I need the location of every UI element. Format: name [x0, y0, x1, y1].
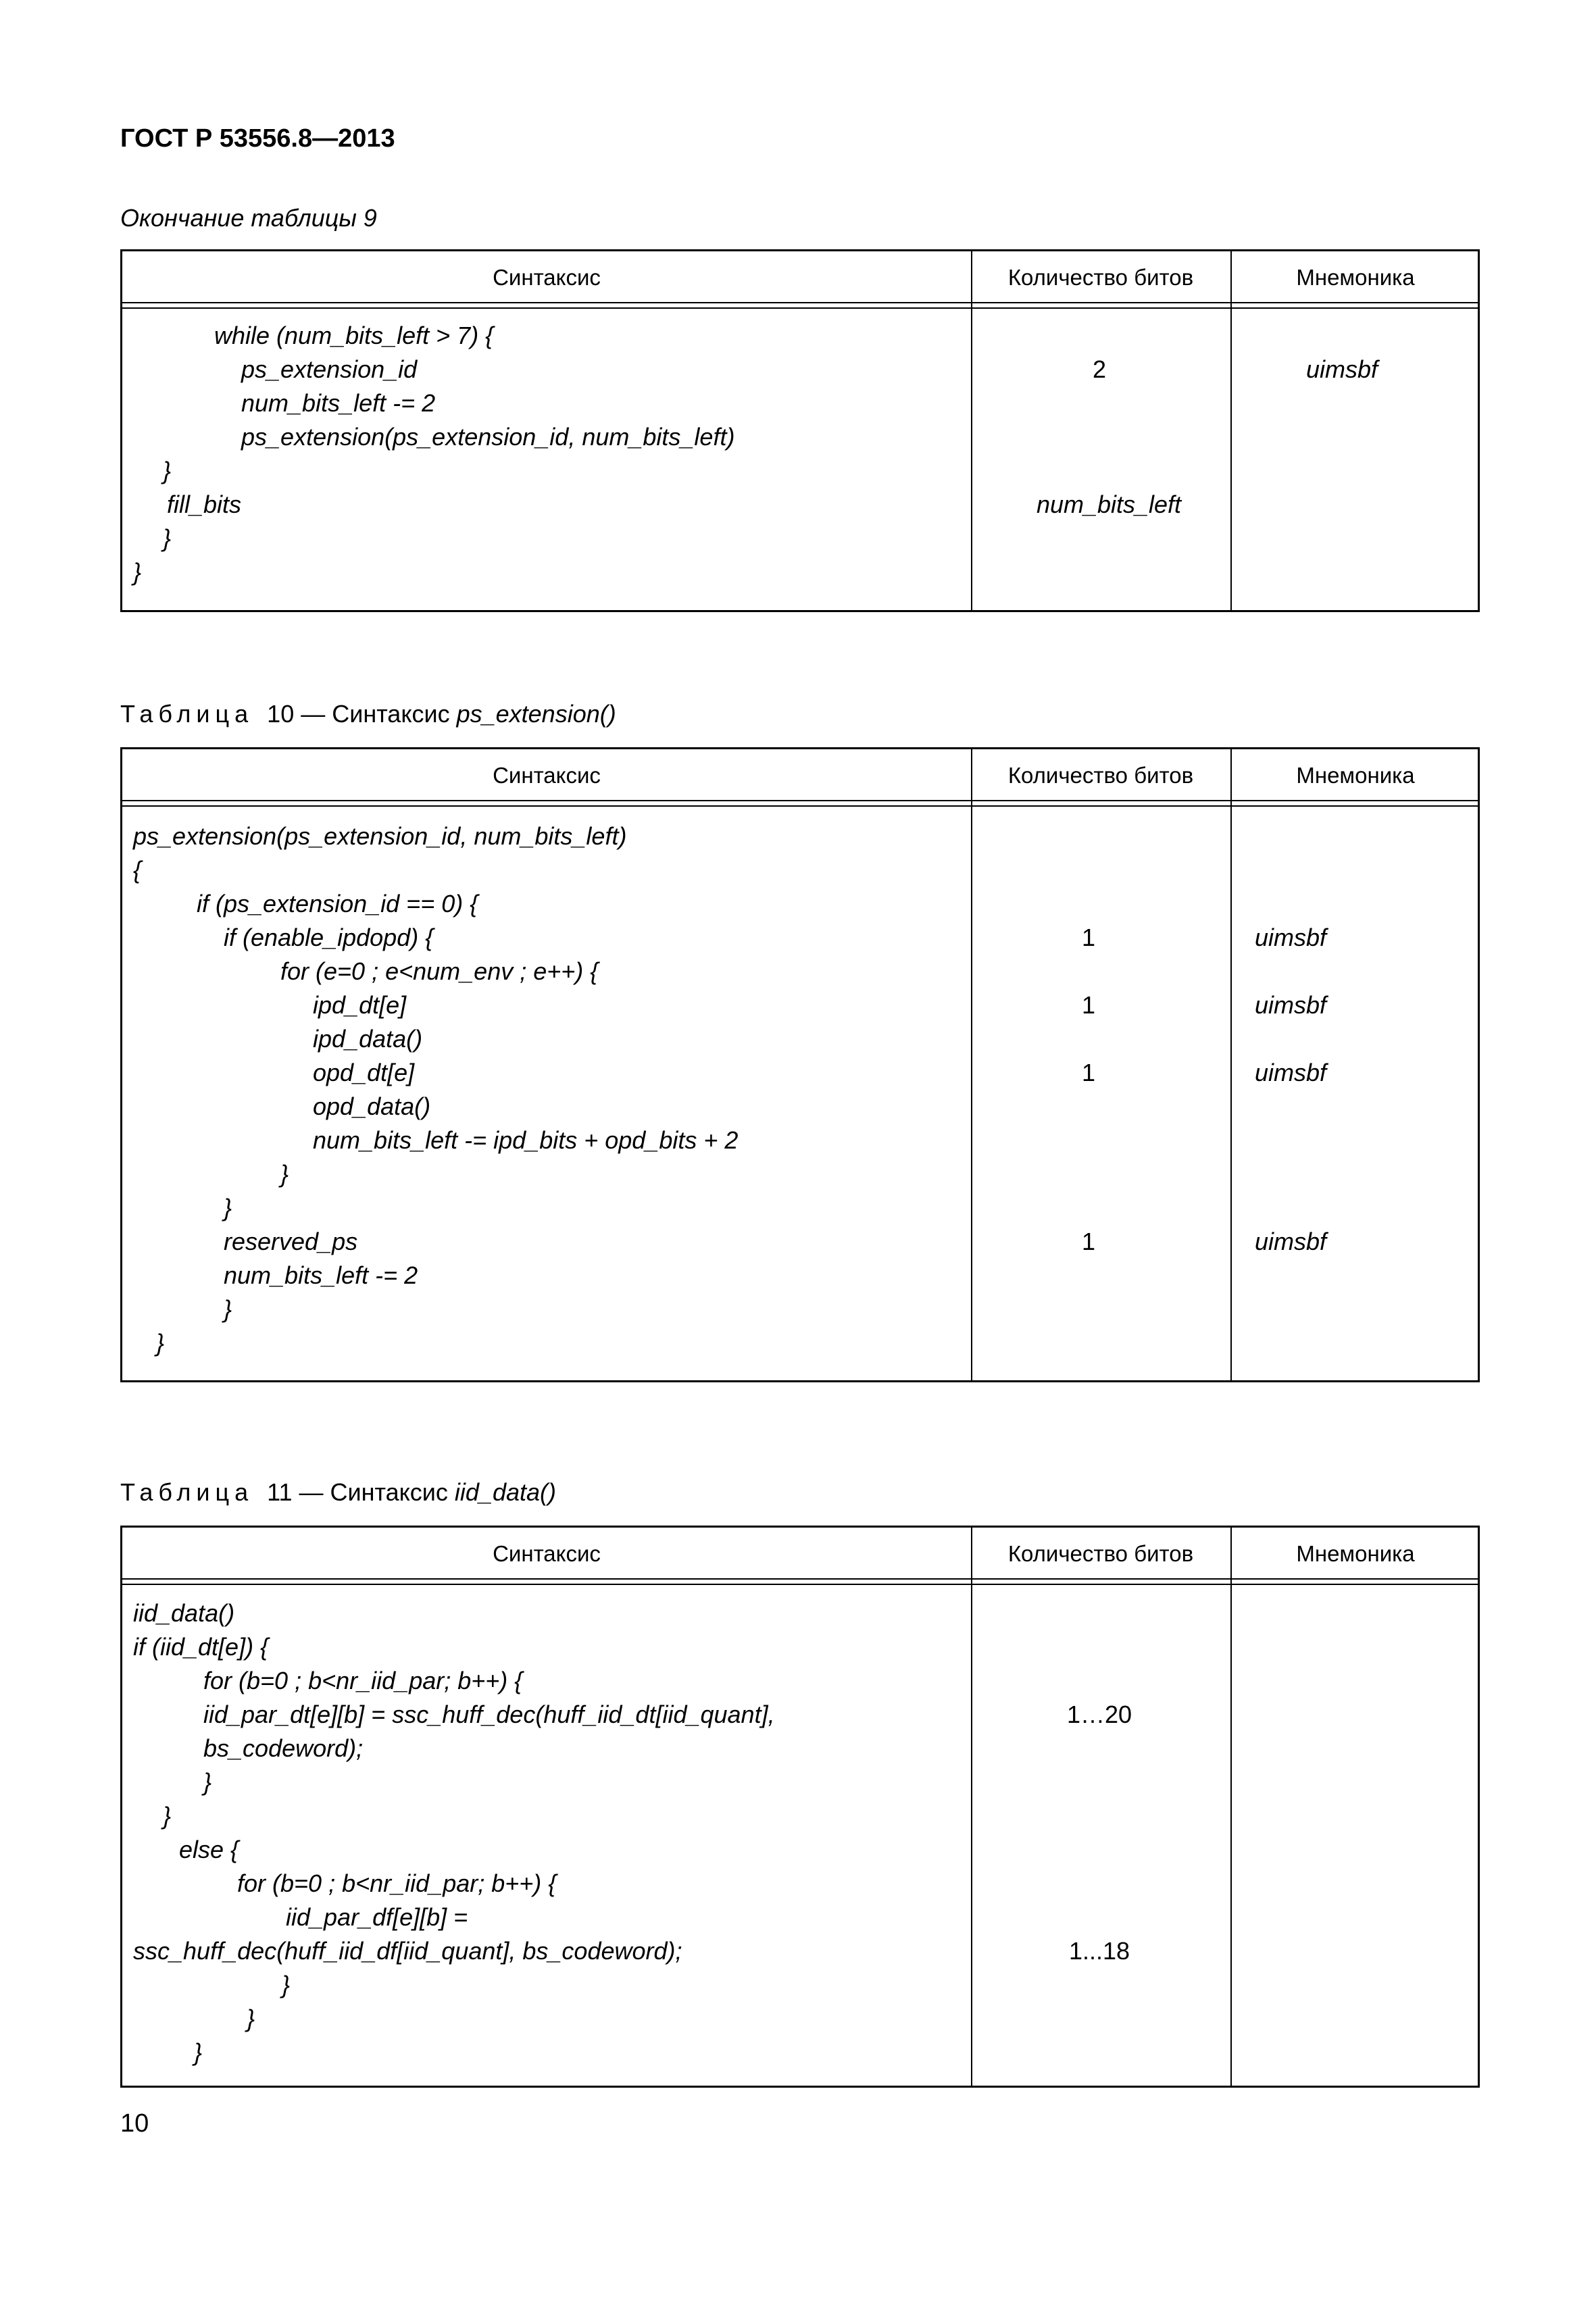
caption-label: Таблица: [120, 1478, 254, 1506]
syntax-line: num_bits_left -= 2: [224, 1261, 418, 1289]
bits-value: 1…20: [1066, 1701, 1132, 1728]
syntax-line: while (num_bits_left > 7) {: [214, 322, 494, 349]
header-rule: [122, 800, 1478, 801]
header-syntax: Синтаксис: [493, 763, 601, 788]
syntax-line: }: [156, 1329, 165, 1357]
caption-number: 10 — Синтаксис: [267, 700, 450, 728]
syntax-line: for (b=0 ; b<nr_iid_par; b++) {: [237, 1869, 557, 1897]
syntax-line: ipd_dt[e]: [313, 991, 407, 1019]
column-divider: [1230, 251, 1232, 610]
syntax-line: iid_data(): [133, 1599, 235, 1627]
table11-caption: [120, 1478, 556, 1507]
mnemonic-value: uimsbf: [1255, 924, 1327, 951]
header-rule: [122, 1584, 1478, 1585]
syntax-line: fill_bits: [167, 491, 242, 518]
syntax-line: reserved_ps: [224, 1228, 358, 1255]
header-rule: [122, 302, 1478, 303]
syntax-line: opd_data(): [313, 1092, 431, 1120]
caption-label: Таблица: [120, 700, 254, 728]
column-divider: [1230, 749, 1232, 1380]
caption-number: 11 — Синтаксис: [267, 1478, 448, 1506]
syntax-line: }: [203, 1768, 212, 1796]
header-syntax: Синтаксис: [493, 265, 601, 290]
header-mnemonic: Мнемоника: [1296, 265, 1415, 290]
syntax-line: }: [163, 524, 172, 552]
table11: [120, 1526, 1480, 2088]
syntax-line: ps_extension(ps_extension_id, num_bits_left): [133, 822, 627, 850]
syntax-line: if (iid_dt[e]) {: [133, 1633, 269, 1661]
header-rule: [122, 307, 1478, 309]
header-mnemonic: Мнемоника: [1296, 1541, 1415, 1566]
header-rule: [122, 1578, 1478, 1580]
syntax-line: ps_extension(ps_extension_id, num_bits_left): [241, 423, 735, 451]
syntax-line: iid_par_df[e][b] =: [286, 1903, 468, 1931]
syntax-line: if (enable_ipdopd) {: [224, 924, 434, 951]
syntax-line: }: [282, 1971, 291, 1998]
syntax-line: num_bits_left -= 2: [241, 389, 436, 417]
syntax-line: }: [280, 1160, 289, 1188]
syntax-line: }: [163, 1802, 172, 1830]
caption-function: ps_extension(): [456, 700, 616, 728]
mnemonic-value: uimsbf: [1255, 1228, 1327, 1255]
column-divider: [971, 1528, 972, 2086]
header-syntax: Синтаксис: [493, 1541, 601, 1566]
bits-value: 1...18: [1068, 1937, 1130, 1965]
column-divider: [1230, 1528, 1232, 2086]
syntax-line: }: [247, 2005, 255, 2032]
header-bits: Количество битов: [1007, 1541, 1194, 1566]
syntax-line: }: [194, 2038, 203, 2066]
syntax-line: }: [163, 457, 172, 484]
bits-value: 1: [1081, 1228, 1096, 1255]
table10: [120, 747, 1480, 1382]
column-divider: [971, 251, 972, 610]
syntax-line: ipd_data(): [313, 1025, 423, 1053]
syntax-line: ssc_huff_dec(huff_iid_df[iid_quant], bs_codeword);: [133, 1937, 682, 1965]
table10-caption: [120, 700, 616, 728]
bits-value: 2: [1092, 355, 1107, 383]
syntax-line: bs_codeword);: [203, 1734, 364, 1762]
page-number: 10: [120, 2109, 149, 2138]
bits-value: 1: [1081, 1059, 1096, 1086]
document-id: ГОСТ Р 53556.8—2013: [120, 124, 395, 153]
syntax-line: iid_par_dt[e][b] = ssc_huff_dec(huff_iid_dt[iid_quant],: [203, 1701, 775, 1728]
header-bits: Количество битов: [1007, 265, 1194, 290]
header-bits: Количество битов: [1007, 763, 1194, 788]
header-rule: [122, 805, 1478, 807]
syntax-line: }: [224, 1194, 232, 1222]
syntax-line: for (b=0 ; b<nr_iid_par; b++) {: [203, 1667, 523, 1694]
bits-value: 1: [1081, 991, 1096, 1019]
caption-function: iid_data(): [454, 1478, 557, 1506]
table9: [120, 249, 1480, 612]
header-mnemonic: Мнемоника: [1296, 763, 1415, 788]
bits-value: 1: [1081, 924, 1096, 951]
bits-value: num_bits_left: [1036, 491, 1182, 518]
syntax-line: ps_extension_id: [241, 355, 418, 383]
syntax-line: {: [133, 856, 142, 884]
syntax-line: else {: [179, 1836, 239, 1863]
syntax-line: }: [133, 558, 142, 586]
syntax-line: opd_dt[e]: [313, 1059, 415, 1086]
syntax-line: if (ps_extension_id == 0) {: [197, 890, 478, 917]
syntax-line: }: [224, 1295, 232, 1323]
table9-caption: Окончание таблицы 9: [120, 204, 377, 232]
syntax-line: for (e=0 ; e<num_env ; e++) {: [280, 957, 599, 985]
syntax-line: num_bits_left -= ipd_bits + opd_bits + 2: [313, 1126, 739, 1154]
mnemonic-value: uimsbf: [1255, 991, 1327, 1019]
mnemonic-value: uimsbf: [1306, 355, 1378, 383]
mnemonic-value: uimsbf: [1255, 1059, 1327, 1086]
